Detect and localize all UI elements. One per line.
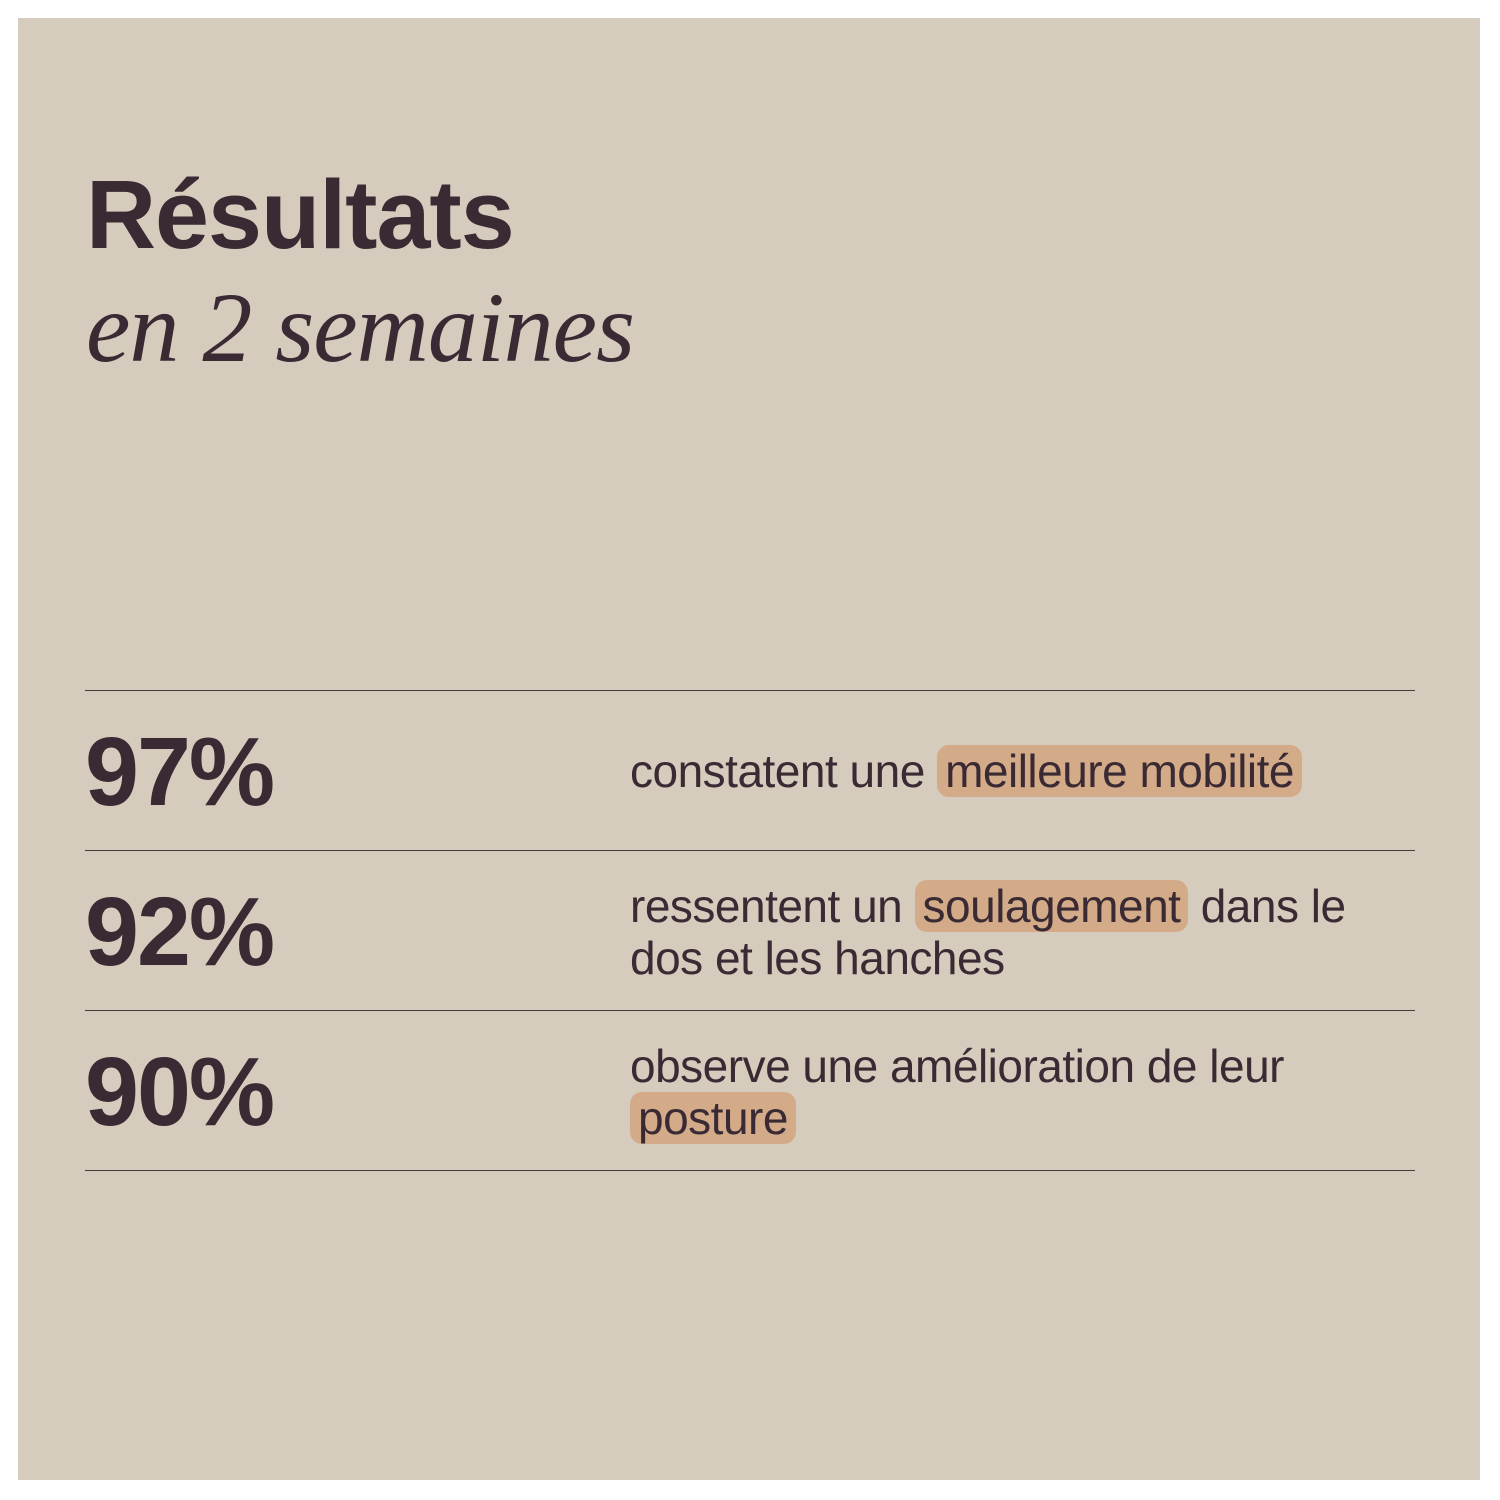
stat-highlight: meilleure mobilité (937, 745, 1302, 797)
stat-value: 92% (85, 877, 274, 986)
stat-description (630, 1040, 1420, 1144)
stat-value: 97% (85, 717, 274, 826)
stat-highlight: soulagement (915, 880, 1189, 932)
page-title: Résultats (86, 160, 514, 269)
results-card (18, 18, 1480, 1480)
stat-row-posture (85, 1011, 1415, 1170)
stat-text-after: dans le dos et les hanches (630, 880, 1346, 984)
stat-description (630, 880, 1420, 984)
stats-list (85, 690, 1415, 1171)
stat-description (630, 745, 1420, 797)
stat-text: ressentent un (630, 880, 903, 932)
stat-text: observe une amélioration de leur (630, 1040, 1284, 1092)
stat-row-relief (85, 851, 1415, 1010)
page-subtitle: en 2 semaines (86, 272, 634, 383)
divider (85, 1170, 1415, 1171)
stat-highlight: posture (630, 1092, 796, 1144)
stat-value: 90% (85, 1037, 274, 1146)
stat-row-mobility (85, 691, 1415, 850)
stat-text: constatent une (630, 745, 925, 797)
